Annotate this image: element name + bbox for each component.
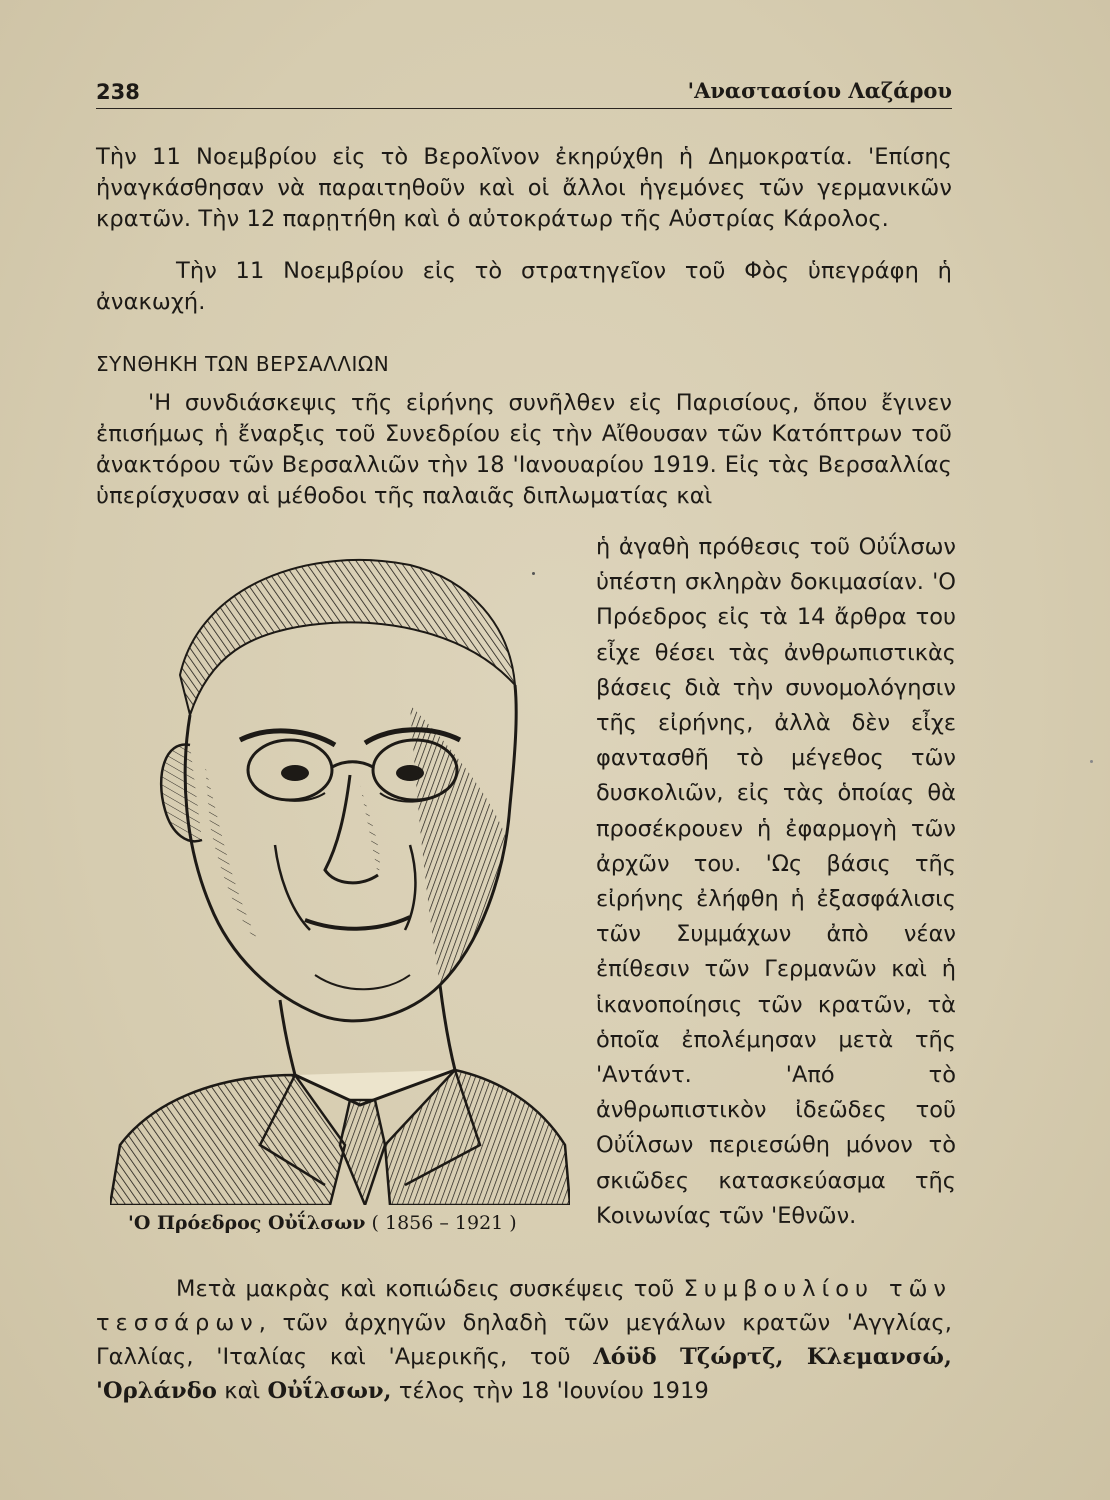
caption-dates: ( 1856 – 1921 ) bbox=[365, 1212, 517, 1234]
page-number: 238 bbox=[96, 80, 140, 104]
p4-names-bold: Λόϋδ Τζώρτζ, Κλεμανσώ, 'Ορλάνδο bbox=[96, 1344, 952, 1404]
section-heading: ΣΥΝΘΗΚΗ ΤΩΝ ΒΕΡΣΑΛΛΙΩΝ bbox=[96, 352, 390, 376]
p4-wilson-bold: Οὐΐλσων, bbox=[267, 1378, 392, 1404]
paper-speck bbox=[1090, 760, 1093, 763]
caption-name: 'Ο Πρόεδρος Οὐΐλσων bbox=[128, 1212, 366, 1234]
paragraph-1: Τὴν 11 Νοεμβρίου εἰς τὸ Βερολῖνον ἐκηρύχθη ἡ Δημοκρατία. 'Επίσης ἠναγκάσθησαν νὰ παραιτηθοῦν καὶ οἱ ἄλλοι ἡγεμόνες τῶν γερμανικῶν κρατῶν. Τὴν 12 παρῃτήθη καὶ ὁ αὐτοκράτωρ τῆς Αὐστρίας Κάρολος. bbox=[96, 144, 952, 232]
paper-speck bbox=[532, 572, 535, 575]
p4-spaced-phrase: Συμβουλίου τῶν τεσσάρων bbox=[96, 1276, 952, 1336]
paragraph-3-wrapped: ἡ ἀγαθὴ πρόθεσις τοῦ Οὐΐλσων ὑπέστη σκληρὰν δοκιμασίαν. 'Ο Πρόεδρος εἰς τὰ 14 ἄρθρα του εἶχε θέσει τὰς ἀνθρωπιστικὰς βάσεις διὰ τὴν συνομολόγησιν τῆς εἰρήνης, ἀλλὰ δὲν εἶχε φαντασθῆ τὸ μέγεθος τῶν δυσκολιῶν, εἰς τὰς ὁποίας θὰ προσέκρουεν ἡ ἐφαρμογὴ τῶν ἀρχῶν του. 'Ως βάσις τῆς εἰρήνης ἐλήφθη ἡ ἐξασφάλισις τῶν Συμμάχων ἀπὸ νέαν ἐπίθεσιν τῶν Γερμανῶν καὶ ἡ ἱκανοποίησις τῶν κρατῶν, τὰ ὁποῖα ἐπολέμησαν μετὰ τῆς 'Αντάντ. 'Από τὸ ἀνθρωπιστικὸν ἰδεῶδες τοῦ Οὐΐλσων περιεσώθη μόνον τὸ σκιῶδες κατασκεύασμα τῆς Κοινωνίας τῶν 'Εθνῶν. bbox=[596, 534, 956, 1229]
paragraph-3: 'Η συνδιάσκεψις τῆς εἰρήνης συνῆλθεν εἰς Παρισίους, ὅπου ἔγινεν ἐπισήμως ἡ ἔναρξις τοῦ Συνεδρίου εἰς τὴν Αἴθουσαν τῶν Κατόπτρων τοῦ ἀνακτόρου τῶν Βερσαλλιῶν τὴν 18 'Ιανουαρίου 1919. Εἰς τὰς Βερσαλλίας ὑπερίσχυσαν αἱ μέθοδοι τῆς παλαιᾶς διπλωματίας καὶ bbox=[96, 390, 952, 509]
paragraph-4 bbox=[96, 1272, 952, 1408]
portrait-caption bbox=[128, 1212, 517, 1234]
p4-text-a: Μετὰ μακρὰς καὶ κοπιώδεις συσκέψεις τοῦ bbox=[176, 1276, 684, 1302]
wilson-portrait-illustration bbox=[110, 545, 570, 1205]
p4-text-d: τέλος τὴν 18 'Ιουνίου 1919 bbox=[391, 1378, 709, 1404]
page-header bbox=[96, 74, 952, 109]
p4-text-c: καὶ bbox=[216, 1378, 268, 1404]
p4-text-b: , τῶν ἀρχηγῶν δηλαδὴ τῶν μεγάλων κρατῶν 'Αγγλίας, Γαλλίας, 'Ιταλίας καὶ 'Αμερικῆς, τοῦ bbox=[96, 1310, 952, 1370]
paragraph-2: Τὴν 11 Νοεμβρίου εἰς τὸ στρατηγεῖον τοῦ Φὸς ὑπεγράφη ἡ ἀνακωχή. bbox=[96, 258, 952, 315]
running-head: 'Αναστασίου Λαζάρου bbox=[687, 78, 952, 103]
